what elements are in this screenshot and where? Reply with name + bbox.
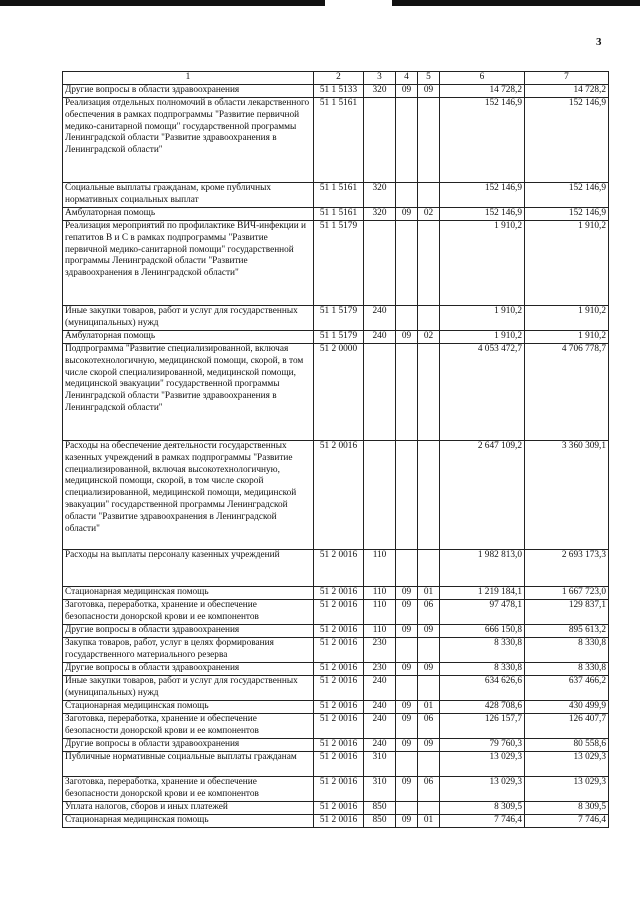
row-amount-1: 8 309,5 <box>440 802 525 815</box>
row-subsection: 01 <box>418 815 440 828</box>
row-section <box>396 98 418 183</box>
row-target-code: 51 2 0016 <box>314 663 364 676</box>
row-target-code: 51 1 5179 <box>314 331 364 344</box>
row-amount-1: 4 053 472,7 <box>440 344 525 441</box>
row-target-code: 51 2 0016 <box>314 638 364 663</box>
row-expense-type: 240 <box>364 714 396 739</box>
row-amount-1: 8 330,8 <box>440 638 525 663</box>
row-target-code: 51 1 5179 <box>314 306 364 331</box>
row-target-code: 51 2 0016 <box>314 714 364 739</box>
row-target-code: 51 2 0016 <box>314 625 364 638</box>
table-row <box>63 676 609 701</box>
row-section: 09 <box>396 663 418 676</box>
table-row <box>63 85 609 98</box>
row-name: Иные закупки товаров, работ и услуг для государственных (муниципальных) нужд <box>63 676 314 701</box>
row-target-code: 51 2 0016 <box>314 587 364 600</box>
row-expense-type: 320 <box>364 85 396 98</box>
row-target-code: 51 1 5179 <box>314 221 364 306</box>
row-amount-1: 13 029,3 <box>440 777 525 802</box>
row-amount-1: 1 219 184,1 <box>440 587 525 600</box>
row-expense-type <box>364 344 396 441</box>
row-name: Публичные нормативные социальные выплаты гражданам <box>63 752 314 777</box>
row-subsection <box>418 98 440 183</box>
row-name: Закупка товаров, работ, услуг в целях формирования государственного материального резерва <box>63 638 314 663</box>
header-cell: 5 <box>418 72 440 85</box>
row-amount-2: 430 499,9 <box>525 701 609 714</box>
row-expense-type: 240 <box>364 331 396 344</box>
table-row <box>63 221 609 306</box>
row-amount-1: 1 982 813,0 <box>440 550 525 587</box>
table-row <box>63 306 609 331</box>
row-amount-1: 152 146,9 <box>440 208 525 221</box>
row-expense-type: 240 <box>364 739 396 752</box>
row-amount-1: 634 626,6 <box>440 676 525 701</box>
row-section <box>396 306 418 331</box>
row-amount-1: 14 728,2 <box>440 85 525 98</box>
row-section: 09 <box>396 625 418 638</box>
row-subsection: 09 <box>418 625 440 638</box>
row-name: Заготовка, переработка, хранение и обеспечение безопасности донорской крови и ее компонентов <box>63 714 314 739</box>
row-target-code: 51 2 0016 <box>314 752 364 777</box>
row-target-code: 51 1 5161 <box>314 98 364 183</box>
row-name: Амбулаторная помощь <box>63 331 314 344</box>
row-amount-1: 1 910,2 <box>440 306 525 331</box>
row-target-code: 51 2 0016 <box>314 701 364 714</box>
row-amount-1: 79 760,3 <box>440 739 525 752</box>
row-target-code: 51 2 0016 <box>314 550 364 587</box>
row-amount-1: 13 029,3 <box>440 752 525 777</box>
row-subsection <box>418 344 440 441</box>
row-subsection: 09 <box>418 85 440 98</box>
table-row <box>63 802 609 815</box>
row-section <box>396 344 418 441</box>
row-target-code: 51 2 0016 <box>314 802 364 815</box>
row-name: Другие вопросы в области здравоохранения <box>63 739 314 752</box>
row-expense-type: 240 <box>364 306 396 331</box>
table-row <box>63 441 609 550</box>
header-cell: 2 <box>314 72 364 85</box>
header-cell: 4 <box>396 72 418 85</box>
row-amount-1: 126 157,7 <box>440 714 525 739</box>
row-subsection: 06 <box>418 777 440 802</box>
row-name: Другие вопросы в области здравоохранения <box>63 625 314 638</box>
row-name: Амбулаторная помощь <box>63 208 314 221</box>
scan-artifact-bar <box>0 0 325 6</box>
row-section: 09 <box>396 777 418 802</box>
row-target-code: 51 2 0016 <box>314 777 364 802</box>
row-expense-type: 110 <box>364 600 396 625</box>
table-row <box>63 587 609 600</box>
row-amount-2: 14 728,2 <box>525 85 609 98</box>
row-amount-2: 7 746,4 <box>525 815 609 828</box>
row-amount-1: 7 746,4 <box>440 815 525 828</box>
row-subsection <box>418 183 440 208</box>
table-row <box>63 752 609 777</box>
row-subsection: 01 <box>418 587 440 600</box>
row-expense-type: 230 <box>364 638 396 663</box>
row-subsection <box>418 638 440 663</box>
row-amount-2: 1 910,2 <box>525 306 609 331</box>
table-row <box>63 777 609 802</box>
row-target-code: 51 2 0000 <box>314 344 364 441</box>
row-amount-2: 637 466,2 <box>525 676 609 701</box>
row-subsection <box>418 221 440 306</box>
table-row <box>63 183 609 208</box>
page-number: 3 <box>596 36 602 48</box>
row-amount-2: 126 407,7 <box>525 714 609 739</box>
row-expense-type: 310 <box>364 752 396 777</box>
row-amount-2: 895 613,2 <box>525 625 609 638</box>
row-amount-1: 97 478,1 <box>440 600 525 625</box>
row-name: Социальные выплаты гражданам, кроме публичных нормативных социальных выплат <box>63 183 314 208</box>
row-amount-1: 152 146,9 <box>440 183 525 208</box>
row-amount-1: 666 150,8 <box>440 625 525 638</box>
row-name: Заготовка, переработка, хранение и обеспечение безопасности донорской крови и ее компонентов <box>63 777 314 802</box>
row-name: Расходы на обеспечение деятельности государственных казенных учреждений в рамках подпрограммы "Развитие специализированной, включая высокотехнологичную, медицинской помощи, скорой, в том числе скорой специализированной, медицинской помощи, медицинской эвакуации" государственной программы Ленинградской области "Развитие здравоохранения в Ленинградской области" <box>63 441 314 550</box>
row-amount-2: 8 330,8 <box>525 638 609 663</box>
row-section <box>396 441 418 550</box>
row-expense-type: 110 <box>364 587 396 600</box>
row-expense-type <box>364 221 396 306</box>
row-amount-1: 2 647 109,2 <box>440 441 525 550</box>
row-subsection: 09 <box>418 663 440 676</box>
row-subsection <box>418 676 440 701</box>
row-name: Стационарная медицинская помощь <box>63 815 314 828</box>
row-name: Расходы на выплаты персоналу казенных учреждений <box>63 550 314 587</box>
row-section <box>396 802 418 815</box>
row-section <box>396 183 418 208</box>
row-section: 09 <box>396 701 418 714</box>
row-expense-type: 230 <box>364 663 396 676</box>
row-amount-1: 428 708,6 <box>440 701 525 714</box>
row-expense-type <box>364 98 396 183</box>
row-subsection: 09 <box>418 739 440 752</box>
row-amount-2: 1 667 723,0 <box>525 587 609 600</box>
row-name: Реализация отдельных полномочий в области лекарственного обеспечения в рамках подпрограммы "Развитие первичной медико-санитарной помощи" государственной программы Ленинградской области "Развитие здравоохранения в Ленинградской области" <box>63 98 314 183</box>
row-section <box>396 638 418 663</box>
row-amount-1: 152 146,9 <box>440 98 525 183</box>
row-amount-2: 152 146,9 <box>525 208 609 221</box>
row-subsection <box>418 306 440 331</box>
table-header-row <box>63 72 609 85</box>
row-section: 09 <box>396 331 418 344</box>
row-expense-type <box>364 441 396 550</box>
row-target-code: 51 2 0016 <box>314 600 364 625</box>
row-section <box>396 221 418 306</box>
row-subsection <box>418 752 440 777</box>
row-subsection <box>418 802 440 815</box>
table-row <box>63 600 609 625</box>
row-section: 09 <box>396 85 418 98</box>
row-section: 09 <box>396 815 418 828</box>
table-row <box>63 701 609 714</box>
row-section: 09 <box>396 714 418 739</box>
table-row <box>63 739 609 752</box>
row-amount-2: 152 146,9 <box>525 183 609 208</box>
row-amount-2: 129 837,1 <box>525 600 609 625</box>
row-subsection: 02 <box>418 208 440 221</box>
row-target-code: 51 2 0016 <box>314 739 364 752</box>
table-row <box>63 208 609 221</box>
row-amount-2: 13 029,3 <box>525 777 609 802</box>
row-name: Заготовка, переработка, хранение и обеспечение безопасности донорской крови и ее компонентов <box>63 600 314 625</box>
row-name: Подпрограмма "Развитие специализированной, включая высокотехнологичную, медицинской помощи, скорой, в том числе скорой специализированной, медицинской помощи, медицинской эвакуации" государственной программы Ленинградской области "Развитие здравоохранения в Ленинградской области" <box>63 344 314 441</box>
row-amount-1: 1 910,2 <box>440 331 525 344</box>
row-amount-2: 8 330,8 <box>525 663 609 676</box>
header-cell: 1 <box>63 72 314 85</box>
row-name: Другие вопросы в области здравоохранения <box>63 663 314 676</box>
header-cell: 3 <box>364 72 396 85</box>
row-subsection: 02 <box>418 331 440 344</box>
row-expense-type: 850 <box>364 815 396 828</box>
row-section: 09 <box>396 739 418 752</box>
table-row <box>63 625 609 638</box>
row-expense-type: 110 <box>364 550 396 587</box>
row-section <box>396 676 418 701</box>
table-row <box>63 344 609 441</box>
row-amount-2: 8 309,5 <box>525 802 609 815</box>
budget-table <box>62 71 609 828</box>
row-section: 09 <box>396 208 418 221</box>
row-target-code: 51 2 0016 <box>314 815 364 828</box>
row-name: Стационарная медицинская помощь <box>63 587 314 600</box>
row-amount-2: 13 029,3 <box>525 752 609 777</box>
row-amount-2: 1 910,2 <box>525 331 609 344</box>
table-row <box>63 663 609 676</box>
row-amount-2: 152 146,9 <box>525 98 609 183</box>
row-section <box>396 752 418 777</box>
row-expense-type: 240 <box>364 701 396 714</box>
row-name: Другие вопросы в области здравоохранения <box>63 85 314 98</box>
header-cell: 7 <box>525 72 609 85</box>
row-expense-type: 240 <box>364 676 396 701</box>
row-target-code: 51 1 5133 <box>314 85 364 98</box>
row-name: Реализация мероприятий по профилактике ВИЧ-инфекции и гепатитов В и С в рамках подпрограммы "Развитие первичной медико-санитарной помощи" государственной программы Ленинградской области "Развитие здравоохранения в Ленинградской области" <box>63 221 314 306</box>
row-section: 09 <box>396 587 418 600</box>
row-expense-type: 320 <box>364 208 396 221</box>
row-amount-2: 2 693 173,3 <box>525 550 609 587</box>
row-subsection: 06 <box>418 600 440 625</box>
table-row <box>63 98 609 183</box>
header-cell: 6 <box>440 72 525 85</box>
table-row <box>63 638 609 663</box>
row-amount-2: 4 706 778,7 <box>525 344 609 441</box>
table-row <box>63 714 609 739</box>
row-amount-2: 1 910,2 <box>525 221 609 306</box>
row-expense-type: 320 <box>364 183 396 208</box>
row-name: Уплата налогов, сборов и иных платежей <box>63 802 314 815</box>
row-subsection <box>418 550 440 587</box>
row-section <box>396 550 418 587</box>
row-target-code: 51 2 0016 <box>314 676 364 701</box>
table-row <box>63 815 609 828</box>
row-subsection <box>418 441 440 550</box>
table-row <box>63 331 609 344</box>
scan-artifact-bar <box>392 0 640 6</box>
row-amount-2: 80 558,6 <box>525 739 609 752</box>
row-amount-1: 8 330,8 <box>440 663 525 676</box>
row-expense-type: 110 <box>364 625 396 638</box>
row-amount-2: 3 360 309,1 <box>525 441 609 550</box>
row-target-code: 51 1 5161 <box>314 208 364 221</box>
row-section: 09 <box>396 600 418 625</box>
row-name: Стационарная медицинская помощь <box>63 701 314 714</box>
row-subsection: 06 <box>418 714 440 739</box>
row-target-code: 51 1 5161 <box>314 183 364 208</box>
table-row <box>63 550 609 587</box>
row-name: Иные закупки товаров, работ и услуг для государственных (муниципальных) нужд <box>63 306 314 331</box>
row-amount-1: 1 910,2 <box>440 221 525 306</box>
row-expense-type: 850 <box>364 802 396 815</box>
row-subsection: 01 <box>418 701 440 714</box>
row-target-code: 51 2 0016 <box>314 441 364 550</box>
row-expense-type: 310 <box>364 777 396 802</box>
